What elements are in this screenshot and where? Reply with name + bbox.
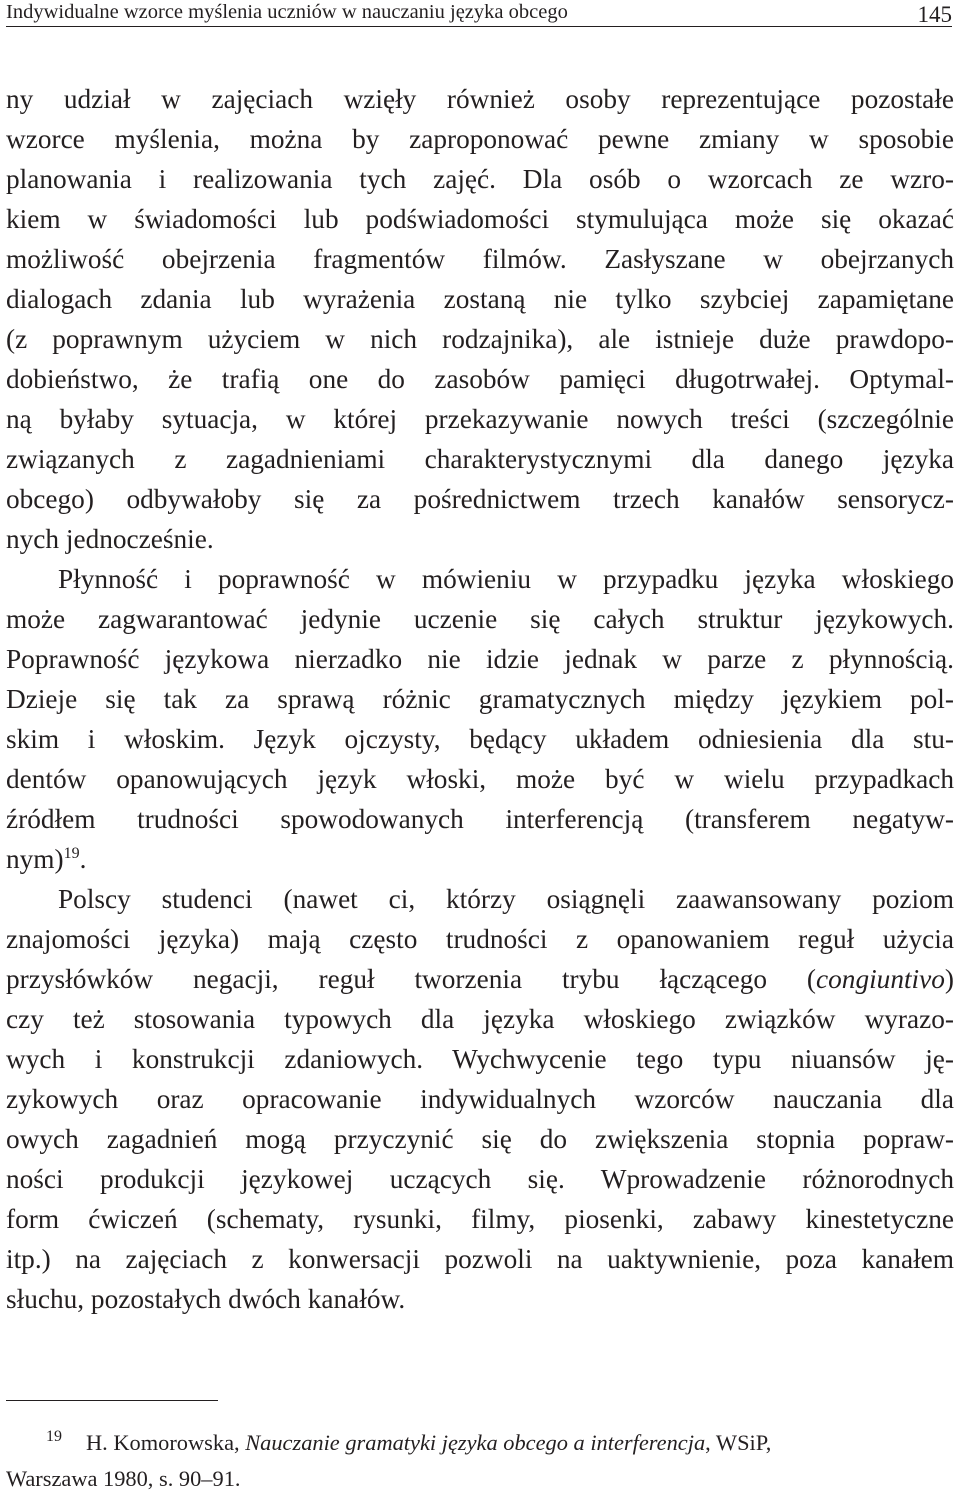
text-line: słuchu, pozostałych dwóch kanałów.: [6, 1284, 406, 1314]
text-line: Dzieje się tak za sprawą różnic gramatycznych między językiem pol-: [6, 684, 954, 714]
text-line: źródłem trudności spowodowanych interferencją (transferem negatyw-: [6, 804, 954, 834]
text-line: [6, 839, 954, 879]
text-fragment: ): [944, 964, 954, 994]
text-line: nych jednocześnie.: [6, 524, 214, 554]
running-title: Indywidualne wzorce myślenia uczniów w nauczaniu języka obcego: [6, 1, 568, 23]
text-fragment: nym): [6, 844, 64, 874]
text-line: ności produkcji językowej uczących się. Wprowadzenie różnorodnych: [6, 1164, 954, 1194]
text-line: ny udział w zajęciach wzięły również osoby reprezentujące pozostałe: [6, 84, 954, 114]
text-line: dentów opanowujących język włoski, może być w wielu przypadkach: [6, 764, 954, 794]
text-line: (z poprawnym użyciem w nich rodzajnika), ale istnieje duże prawdopo-: [6, 324, 954, 354]
text-fragment: przysłówków negacji, reguł tworzenia trybu łączącego (: [6, 964, 817, 994]
text-line: [6, 959, 954, 999]
text-line: dialogach zdania lub wyrażenia zostaną nie tylko szybciej zapamiętane: [6, 284, 954, 314]
page-number: 145: [917, 2, 952, 27]
text-line: czy też stosowania typowych dla języka włoskiego związków wyrazo-: [6, 1004, 954, 1034]
text-line: Polscy studenci (nawet ci, którzy osiągnęli zaawansowany poziom: [58, 884, 954, 914]
text-line: znajomości języka) mają często trudności z opanowaniem reguł użycia: [6, 924, 954, 954]
text-line: obcego) odbywałoby się za pośrednictwem trzech kanałów sensorycz-: [6, 484, 954, 514]
text-line: zykowych oraz opracowanie indywidualnych wzorców nauczania dla: [6, 1084, 954, 1114]
footnote: [6, 1425, 954, 1497]
text-line: planowania i realizowania tych zajęć. Dla osób o wzorcach ze wzro-: [6, 164, 954, 194]
text-line: itp.) na zajęciach z konwersacji pozwoli na uaktywnienie, poza kanałem: [6, 1244, 954, 1274]
text-fragment: .: [79, 844, 87, 874]
text-line: ną byłaby sytuacja, w której przekazywanie nowych treści (szczególnie: [6, 404, 954, 434]
footnote-publisher: , WSiP,: [705, 1430, 772, 1455]
text-line: Poprawność językowa nierzadko nie idzie jednak w parze z płynnością.: [6, 644, 954, 674]
running-header: [6, 0, 952, 27]
footnote-separator: [6, 1400, 218, 1401]
text-line: wzorce myślenia, można by zaproponować pewne zmiany w sposobie: [6, 124, 954, 154]
footnote-line: Warszawa 1980, s. 90–91.: [6, 1466, 241, 1491]
text-line: skim i włoskim. Język ojczysty, będący układem odniesienia dla stu-: [6, 724, 954, 754]
footnote-number: 19: [46, 1428, 62, 1445]
text-line: owych zagadnień mogą przyczynić się do zwiększenia stopnia popraw-: [6, 1124, 954, 1154]
footnote-reference[interactable]: 19: [63, 845, 80, 862]
text-line: Płynność i poprawność w mówieniu w przypadku języka włoskiego: [58, 564, 954, 594]
body-text: [6, 79, 954, 1319]
footnote-line: [6, 1425, 954, 1461]
text-line: kiem w świadomości lub podświadomości stymulująca może się okazać: [6, 204, 954, 234]
italic-term: congiuntivo: [816, 964, 945, 994]
footnote-title: Nauczanie gramatyki języka obcego a interferencja: [245, 1430, 706, 1455]
text-line: możliwość obejrzenia fragmentów filmów. Zasłyszane w obejrzanych: [6, 244, 954, 274]
text-line: związanych z zagadnieniami charakterystycznymi dla danego języka: [6, 444, 954, 474]
text-line: form ćwiczeń (schematy, rysunki, filmy, piosenki, zabawy kinestetyczne: [6, 1204, 954, 1234]
footnote-author: H. Komorowska,: [86, 1430, 240, 1455]
text-line: wych i konstrukcji zdaniowych. Wychwycenie tego typu niuansów ję-: [6, 1044, 954, 1074]
text-line: może zagwarantować jedynie uczenie się całych struktur językowych.: [6, 604, 954, 634]
text-line: dobieństwo, że trafią one do zasobów pamięci długotrwałej. Optymal-: [6, 364, 954, 394]
